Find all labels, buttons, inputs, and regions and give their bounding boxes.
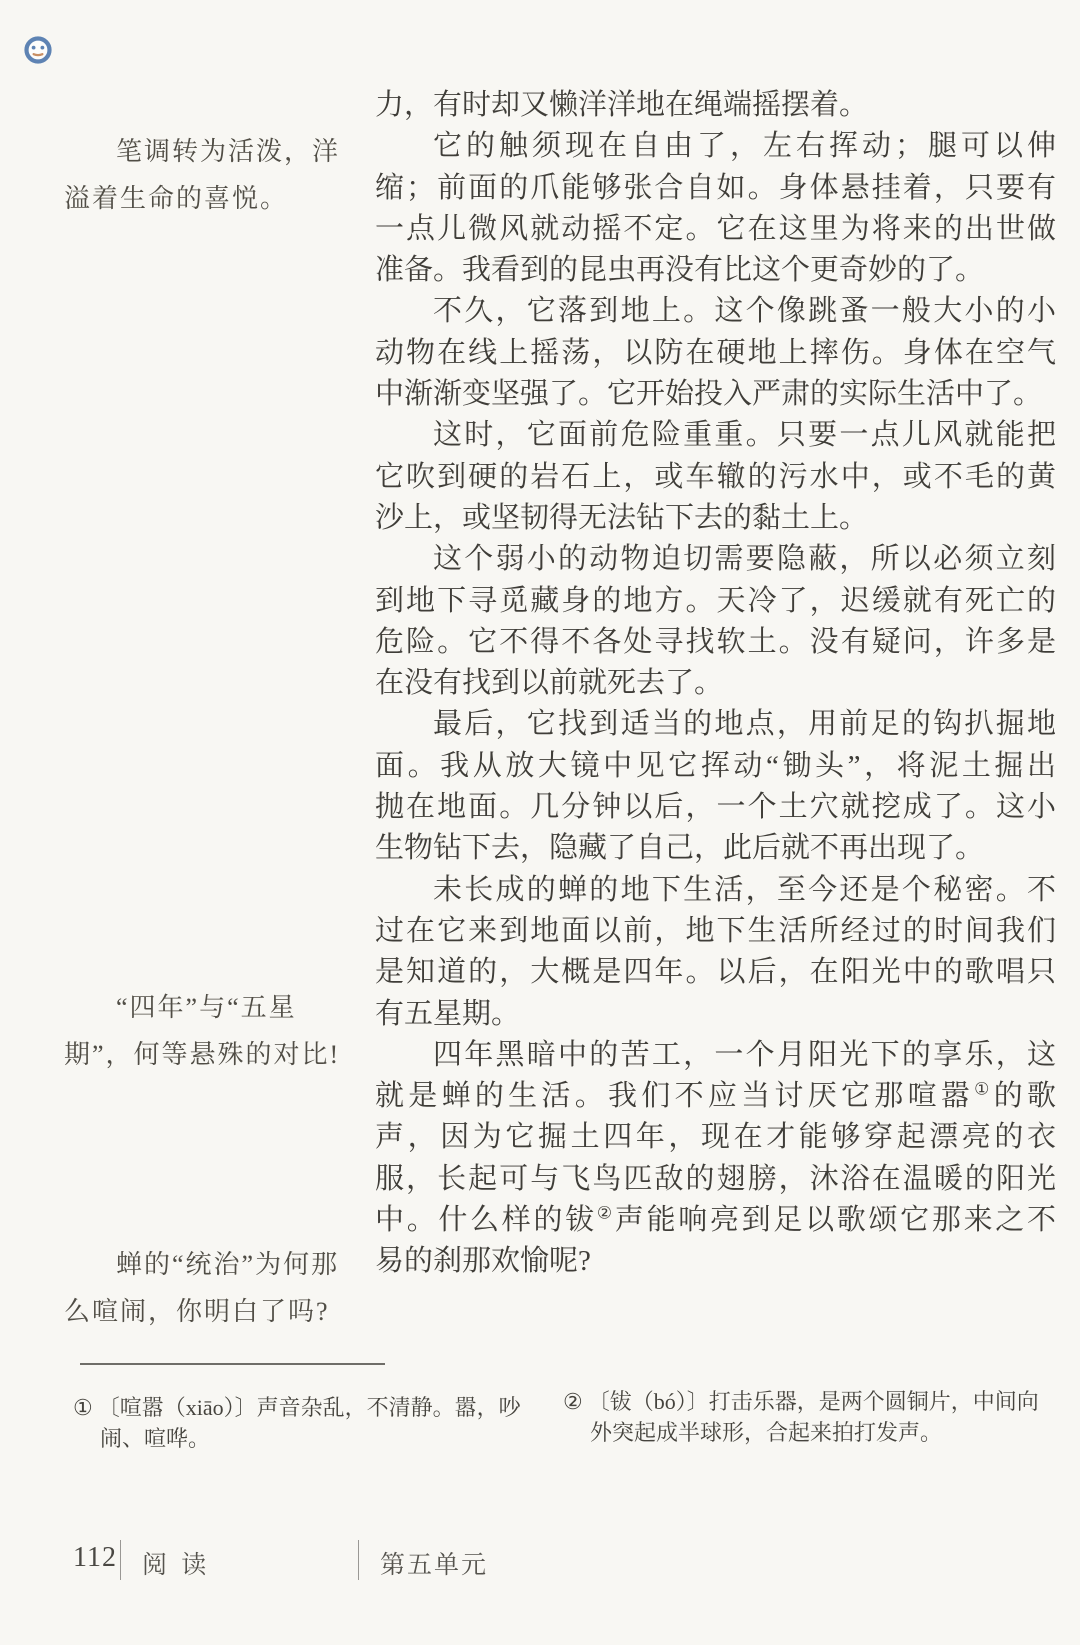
page-number: 112	[73, 1542, 117, 1573]
margin-note	[64, 128, 366, 222]
page-footer	[0, 1540, 1080, 1590]
body-text-line: 在没有找到以前就死去了。	[375, 667, 724, 700]
body-text-line: 沙上，或坚韧得无法钻下去的黏土上。	[375, 501, 869, 534]
body-text-line: 到地下寻觅藏身的地方。天冷了，迟缓就有死亡的	[375, 584, 1056, 617]
margin-note-line: 蝉的“统治”为何那	[116, 1250, 340, 1279]
footnote-marker: ①	[73, 1395, 93, 1420]
body-text-line: 未长成的蝉的地下生活，至今还是个秘密。不	[433, 873, 1056, 906]
margin-note-line: 笔调转为活泼，洋	[116, 137, 341, 166]
body-text-line: 它吹到硬的岩石上，或车辙的污水中，或不毛的黄	[375, 460, 1056, 493]
body-text-line: 缩；前面的爪能够张合自如。身体悬挂着，只要有	[375, 171, 1056, 204]
margin-note-line: “四年”与“五星	[116, 993, 297, 1022]
body-text-line: 中渐渐变坚强了。它开始投入严肃的实际生活中了。	[375, 378, 1043, 411]
footer-unit-label: 第五单元	[380, 1552, 489, 1579]
margin-note-line: 么喧闹，你明白了吗?	[64, 1297, 330, 1326]
footnote-ref: ②	[596, 1203, 615, 1223]
margin-note	[64, 984, 366, 1078]
body-text-line: 易的刹那欢愉呢?	[375, 1245, 591, 1278]
footnote-line: 外突起成半球形，合起来拍打发声。	[590, 1420, 943, 1445]
body-text-line: 力，有时却又懒洋洋地在绳端摇摆着。	[375, 89, 869, 121]
margin-note-line: 期”，何等悬殊的对比!	[64, 1040, 341, 1069]
margin-note	[64, 1241, 366, 1335]
footer-divider-bar	[120, 1540, 121, 1580]
body-text-line: 最后，它找到适当的地点，用前足的钩扒掘地	[433, 708, 1056, 741]
footnote	[73, 1392, 521, 1454]
body-text-line: 它的触须现在自由了，左右挥动；腿可以伸	[433, 130, 1056, 163]
body-text-line: 是知道的，大概是四年。以后，在阳光中的歌唱只	[375, 956, 1056, 989]
footer-divider-bar	[358, 1540, 359, 1580]
body-text-line: 服，长起可与飞鸟匹敌的翅膀，沐浴在温暖的阳光	[375, 1162, 1056, 1195]
body-text-line: 准备。我看到的昆虫再没有比这个更奇妙的了。	[375, 254, 985, 287]
footnote-divider	[80, 1363, 385, 1365]
footnote-line: ① 〔喧嚣（xiāo）〕声音杂乱，不清静。嚣，吵	[73, 1395, 521, 1420]
footnote-marker: ②	[563, 1389, 583, 1414]
footnote-line: ② 〔钹（bó）〕打击乐器，是两个圆铜片，中间向	[563, 1389, 1039, 1414]
body-text-line: 过在它来到地面以前，地下生活所经过的时间我们	[375, 914, 1056, 947]
body-text-line: 一点儿微风就动摇不定。它在这里为将来的出世做	[375, 212, 1056, 245]
footnote	[563, 1386, 1039, 1448]
body-text-line: 抛在地面。几分钟以后，一个土穴就挖成了。这小	[375, 791, 1056, 824]
margin-note-line: 溢着生命的喜悦。	[64, 184, 289, 213]
body-text-line: 这时，它面前危险重重。只要一点儿风就能把	[433, 419, 1056, 452]
body-text-line: 声，因为它掘土四年，现在才能够穿起漂亮的衣	[375, 1121, 1056, 1154]
body-text-line: 生物钻下去，隐藏了自己，此后就不再出现了。	[375, 832, 985, 865]
footnote-line: 闹、喧哗。	[100, 1426, 211, 1451]
body-text-line: 有五星期。	[375, 997, 521, 1030]
body-text-line: 就是蝉的生活。我们不应当讨厌它那喧嚣①的歌	[375, 1079, 1056, 1113]
body-text-line: 不久，它落到地上。这个像跳蚤一般大小的小	[433, 295, 1056, 328]
body-text-line: 中。什么样的钹②声能响亮到足以歌颂它那来之不	[375, 1203, 1056, 1237]
body-text-line: 这个弱小的动物迫切需要隐蔽，所以必须立刻	[433, 543, 1056, 576]
body-text-line: 四年黑暗中的苦工，一个月阳光下的享乐，这	[433, 1038, 1056, 1071]
footnote-ref: ①	[974, 1079, 994, 1099]
body-text-line: 危险。它不得不各处寻找软土。没有疑问，许多是	[375, 625, 1056, 658]
footer-section-label: 阅 读	[142, 1552, 211, 1579]
body-text-column	[375, 85, 1056, 1283]
body-text-line: 面。我从放大镜中见它挥动“锄头”，将泥土掘出	[375, 749, 1056, 782]
body-text-line: 动物在线上摇荡，以防在硬地上摔伤。身体在空气	[375, 336, 1056, 369]
